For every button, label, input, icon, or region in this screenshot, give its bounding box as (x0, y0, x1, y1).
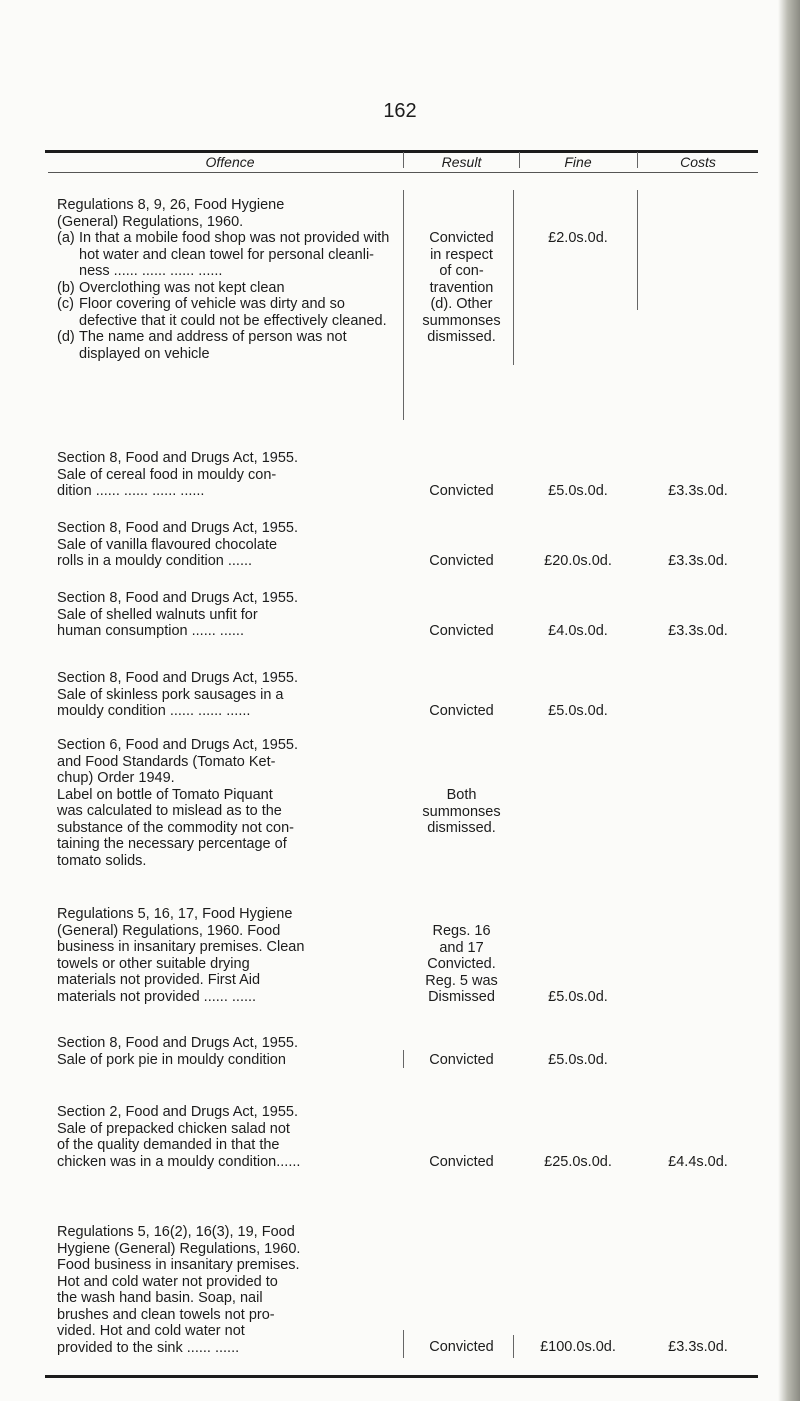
column-divider (513, 1335, 514, 1358)
fine-cell: £5.0s.0d. (548, 483, 608, 499)
offence-cell (57, 1035, 403, 1068)
result-cell: Convicted (429, 1052, 494, 1068)
header-fine: Fine (564, 154, 592, 170)
result-cell: Regs. 16 and 17 Convicted. Reg. 5 was Dismissed (425, 923, 498, 1005)
item-label: (c) (57, 296, 74, 312)
costs-cell: £3.3s.0d. (668, 483, 728, 499)
offence-cell (57, 1104, 403, 1170)
column-divider (403, 1050, 404, 1068)
offence-text: Section 2, Food and Drugs Act, 1955. Sale of prepacked chicken salad not of the quality demanded in that the chicken was in a mouldy condition...... (57, 1104, 301, 1170)
fine-cell: £4.0s.0d. (548, 623, 608, 639)
offence-cell (57, 450, 403, 500)
result-cell: Both summonses dismissed. (422, 787, 501, 836)
result-cell: Convicted (429, 1154, 494, 1170)
item-label: (d) (57, 329, 75, 345)
header-result: Result (441, 154, 482, 170)
offence-item (57, 280, 403, 297)
offence-item (57, 329, 403, 362)
header-rule (48, 172, 758, 173)
offence-text: Section 8, Food and Drugs Act, 1955. Sale of pork pie in mouldy condition (57, 1035, 299, 1068)
costs-cell: £4.4s.0d. (668, 1154, 728, 1170)
result-cell: Convicted in respect of con- travention (d). Other summonses dismissed. (422, 230, 501, 345)
offence-cell (57, 737, 403, 869)
offence-cell (57, 1224, 403, 1356)
offence-item (57, 296, 403, 329)
offence-text: Section 8, Food and Drugs Act, 1955. Sale of skinless pork sausages in a mouldy condition ...... ...... ...... (57, 670, 299, 719)
fine-cell: £5.0s.0d. (548, 989, 608, 1005)
item-text: The name and address of person was not displayed on vehicle (79, 329, 347, 362)
offence-text: Regulations 5, 16(2), 16(3), 19, Food Hygiene (General) Regulations, 1960. Food business in insanitary premises. Hot and cold water not provided to the wash hand basin. Soap, nail brushes and clean towels not pro- vided. Hot and cold water not provided to the sink ...... ...... (57, 1224, 301, 1356)
column-divider (403, 1330, 404, 1358)
page-edge-shadow (778, 0, 800, 1401)
offence-cell (57, 590, 403, 640)
result-cell: Convicted (429, 553, 494, 569)
offence-intro: Regulations 8, 9, 26, Food Hygiene (General) Regulations, 1960. (57, 197, 285, 230)
fine-cell: £5.0s.0d. (548, 1052, 608, 1068)
column-divider (637, 190, 638, 310)
offence-cell (57, 906, 403, 1005)
offence-cell (57, 197, 403, 362)
offence-text: Section 6, Food and Drugs Act, 1955. and Food Standards (Tomato Ket- chup) Order 1949. Label on bottle of Tomato Piquant was calculated to mislead as to the substance of the commodity not con- taining the necessary percentage of tomato solids. (57, 737, 299, 869)
header-offence: Offence (205, 154, 255, 170)
item-label: (b) (57, 279, 75, 296)
fine-cell: £20.0s.0d. (544, 553, 612, 569)
costs-cell: £3.3s.0d. (668, 623, 728, 639)
result-cell: Convicted (429, 703, 494, 719)
costs-cell: £3.3s.0d. (668, 553, 728, 569)
item-text: In that a mobile food shop was not provided with hot water and clean towel for personal cleanli-ness ...... ...... ...... ...... (79, 230, 390, 279)
item-text: Overclothing was not kept clean (79, 279, 285, 296)
table-bottom-rule (45, 1375, 758, 1378)
page-number: 162 (383, 100, 417, 122)
offence-cell (57, 670, 403, 720)
result-cell: Convicted (429, 483, 494, 499)
offence-text: Section 8, Food and Drugs Act, 1955. Sale of cereal food in mouldy con- dition ...... ...... ...... ...... (57, 450, 299, 499)
costs-cell: £3.3s.0d. (668, 1339, 728, 1355)
offence-item (57, 230, 403, 280)
offence-text: Regulations 5, 16, 17, Food Hygiene (General) Regulations, 1960. Food business in insanitary premises. Clean towels or other suitable drying materials not provided. First Aid materials not provided ...... ...... (57, 906, 305, 1005)
offence-text: Section 8, Food and Drugs Act, 1955. Sale of vanilla flavoured chocolate rolls in a mouldy condition ...... (57, 520, 299, 569)
fine-cell: £5.0s.0d. (548, 703, 608, 719)
header-costs: Costs (680, 154, 716, 170)
table-top-rule (45, 150, 758, 153)
result-cell: Convicted (429, 1339, 494, 1355)
result-cell: Convicted (429, 623, 494, 639)
fine-cell: £100.0s.0d. (540, 1339, 616, 1355)
fine-cell: £25.0s.0d. (544, 1154, 612, 1170)
item-text: Floor covering of vehicle was dirty and so defective that it could not be effectively cleaned. (79, 296, 387, 329)
offence-cell (57, 520, 403, 570)
item-label: (a) (57, 230, 75, 246)
fine-cell: £2.0s.0d. (548, 230, 608, 246)
offence-text: Section 8, Food and Drugs Act, 1955. Sale of shelled walnuts unfit for human consumption ...... ...... (57, 590, 299, 639)
